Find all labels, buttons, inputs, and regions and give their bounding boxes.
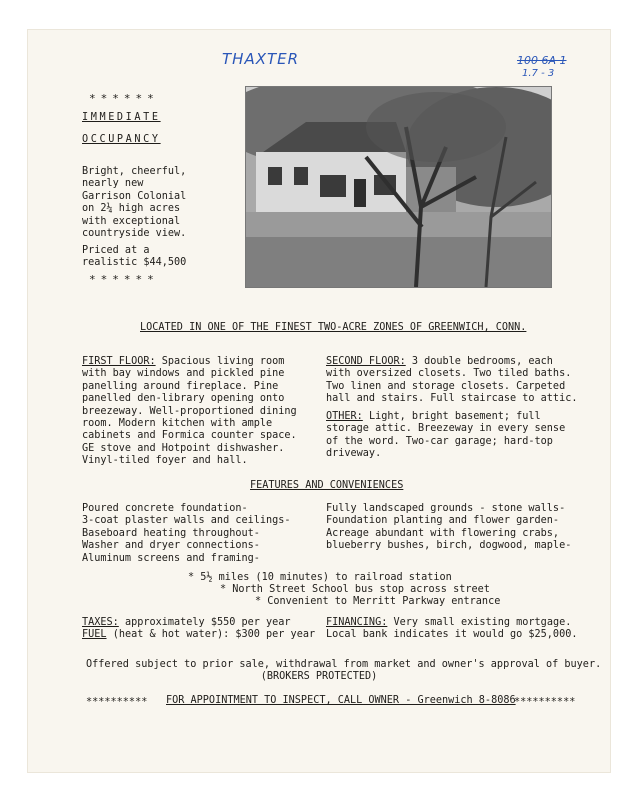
feature-item: 3-coat plaster walls and ceilings- bbox=[82, 515, 291, 527]
other-label: OTHER: bbox=[326, 411, 363, 422]
brokers-protected: (BROKERS PROTECTED) bbox=[260, 671, 378, 682]
description-line: countryside view. bbox=[82, 228, 187, 240]
description-line: nearly new bbox=[82, 178, 144, 190]
taxes-label: TAXES: bbox=[82, 617, 119, 628]
brokers-row bbox=[0, 671, 638, 683]
financing-line: Local bank indicates it would go $25,000. bbox=[326, 629, 578, 641]
description-line: Garrison Colonial bbox=[82, 190, 187, 202]
handwritten-name: THAXTER bbox=[222, 50, 300, 68]
convenience-item: * 5½ miles (10 minutes) to railroad station bbox=[188, 572, 452, 583]
financing-line: Very small existing mortgage. bbox=[393, 617, 572, 628]
struck-code: 100 6A 1 bbox=[517, 54, 567, 67]
other-section bbox=[326, 411, 565, 461]
financing-label: FINANCING: bbox=[326, 617, 388, 628]
features-heading: FEATURES AND CONVENIENCES bbox=[250, 480, 404, 491]
description-line: on 2¼ high acres bbox=[82, 203, 181, 215]
second-floor-section bbox=[326, 356, 577, 406]
feature-item: blueberry bushes, birch, dogwood, maple- bbox=[326, 540, 572, 552]
location-heading: LOCATED IN ONE OF THE FINEST TWO-ACRE ZONES OF GREENWICH, CONN. bbox=[140, 322, 527, 333]
description-line: Bright, cheerful, bbox=[82, 166, 187, 177]
feature-item: Aluminum screens and framing- bbox=[82, 552, 260, 564]
financing-section bbox=[326, 617, 577, 642]
sidebar-price bbox=[82, 245, 186, 270]
bottom-stars: ****** bbox=[89, 273, 159, 286]
price-line: Priced at a bbox=[82, 245, 150, 256]
feature-item: Foundation planting and flower garden- bbox=[326, 515, 560, 527]
description-line: with exceptional bbox=[82, 215, 181, 227]
first-floor-line: cabinets and Formica counter space. bbox=[82, 430, 297, 442]
footer-stars-right: ********** bbox=[514, 697, 576, 708]
convenience-item: * North Street School bus stop across street bbox=[220, 584, 490, 595]
heading-occupancy: OCCUPANCY bbox=[82, 134, 161, 145]
price-line: realistic $44,500 bbox=[82, 257, 187, 269]
footer-stars-left: ********** bbox=[86, 697, 148, 708]
second-floor-line: 3 double bedrooms, each bbox=[411, 356, 553, 367]
feature-item: Fully landscaped grounds - stone walls- bbox=[326, 503, 566, 514]
first-floor-line: room. Modern kitchen with ample bbox=[82, 418, 273, 430]
first-floor-section bbox=[82, 356, 297, 468]
first-floor-label: FIRST FLOOR: bbox=[82, 356, 156, 367]
second-floor-label: SECOND FLOOR: bbox=[326, 356, 406, 367]
second-floor-line: hall and stairs. Full staircase to attic. bbox=[326, 393, 578, 405]
first-floor-line: Spacious living room bbox=[161, 356, 285, 367]
costs-section bbox=[82, 617, 315, 642]
sidebar-description bbox=[82, 166, 186, 240]
convenience-item: * Convenient to Merritt Parkway entrance bbox=[255, 596, 501, 607]
feature-item: Baseboard heating throughout- bbox=[82, 527, 260, 539]
feature-item: Acreage abundant with flowering crabs, bbox=[326, 527, 560, 539]
handwritten-code: 1.7 - 3 bbox=[522, 68, 555, 79]
other-line: of the word. Two-car garage; hard-top bbox=[326, 435, 553, 447]
fuel-value: (heat & hot water): $300 per year bbox=[112, 629, 316, 641]
fuel-label: FUEL bbox=[82, 629, 107, 641]
first-floor-line: breezeway. Well-proportioned dining bbox=[82, 405, 297, 417]
other-line: Light, bright basement; full bbox=[368, 411, 541, 422]
first-floor-line: panelled den-library opening onto bbox=[82, 393, 285, 405]
top-stars: ****** bbox=[89, 92, 159, 105]
features-right bbox=[326, 503, 571, 553]
first-floor-line: panelling around fireplace. Pine bbox=[82, 380, 279, 392]
first-floor-line: Vinyl-tiled foyer and hall. bbox=[82, 455, 248, 467]
other-line: storage attic. Breezeway in every sense bbox=[326, 423, 566, 435]
call-owner: FOR APPOINTMENT TO INSPECT, CALL OWNER - Greenwich 8-8086 bbox=[166, 695, 516, 706]
first-floor-line: GE stove and Hotpoint dishwasher. bbox=[82, 442, 285, 454]
taxes-value: approximately $550 per year bbox=[124, 617, 291, 628]
features-left bbox=[82, 503, 291, 565]
house-photo-drawing bbox=[246, 87, 551, 287]
feature-item: Poured concrete foundation- bbox=[82, 503, 248, 514]
other-line: driveway. bbox=[326, 448, 382, 460]
feature-item: Washer and dryer connections- bbox=[82, 540, 260, 552]
second-floor-line: with oversized closets. Two tiled baths. bbox=[326, 368, 572, 380]
house-photo bbox=[245, 86, 552, 288]
second-floor-line: Two linen and storage closets. Carpeted bbox=[326, 380, 566, 392]
heading-immediate: IMMEDIATE bbox=[82, 112, 161, 123]
offer-text: Offered subject to prior sale, withdrawal from market and owner's approval of buyer. bbox=[86, 659, 602, 670]
first-floor-line: with bay windows and pickled pine bbox=[82, 368, 285, 380]
